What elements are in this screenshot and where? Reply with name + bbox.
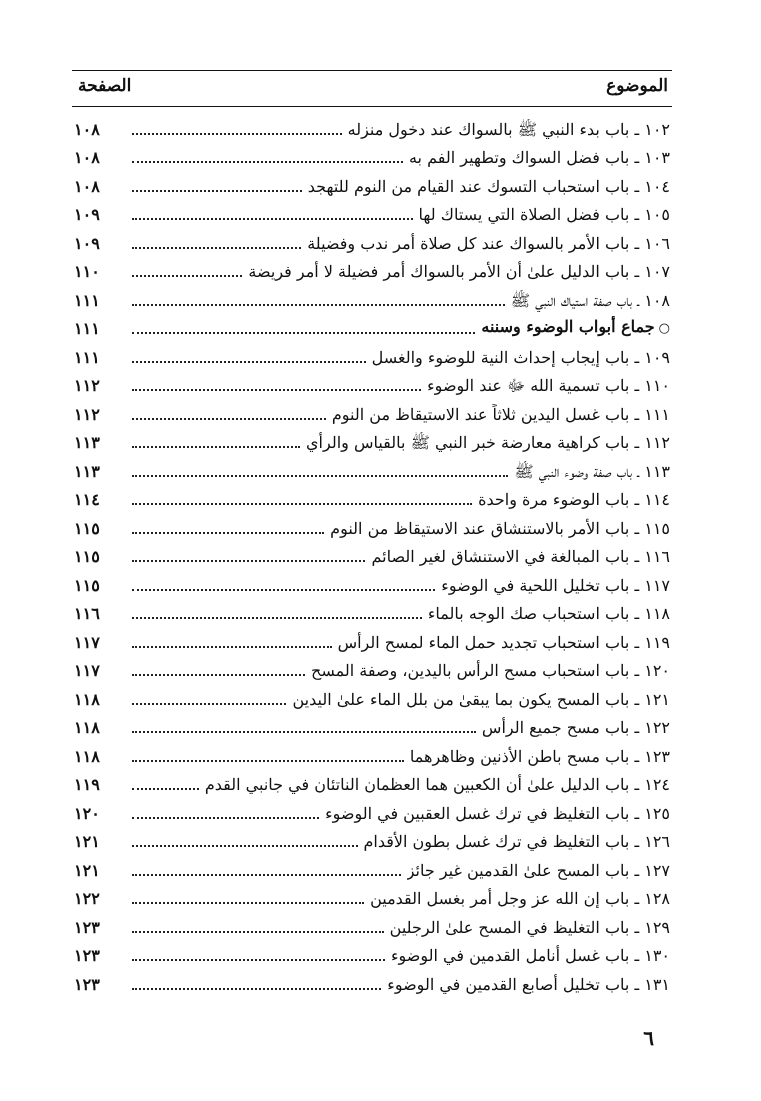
toc-entry-list xyxy=(72,112,672,996)
toc-entry-title xyxy=(371,546,672,568)
toc-entry-text: ١٠٢ ـ باب بدء النبي ﷺ بالسواك عند دخول منزله xyxy=(347,119,670,139)
toc-entry-page: ١٢٣ xyxy=(74,946,100,965)
toc-entry-page: ١٠٨ xyxy=(74,119,100,139)
toc-entry-title xyxy=(311,660,672,682)
toc-entry xyxy=(72,768,672,797)
toc-entry xyxy=(72,283,672,312)
toc-entry xyxy=(72,369,672,398)
toc-entry xyxy=(72,853,672,882)
toc-entry-title xyxy=(332,404,672,426)
toc-entry-text: ١٢٣ ـ باب مسح باطن الأذنين وظاهرهما xyxy=(409,746,670,766)
toc-entry-page: ١٠٩ xyxy=(74,205,100,224)
toc-entry xyxy=(72,597,672,626)
toc-entry-title xyxy=(511,290,672,312)
dot-leader xyxy=(132,133,342,135)
toc-entry-title xyxy=(248,261,672,283)
toc-entry-title xyxy=(428,603,672,625)
toc-entry-text: ١٢٨ ـ باب إن الله عز وجل أمر بغسل القدمين xyxy=(370,889,670,908)
toc-entry-text: ١١٢ ـ باب كراهية معارضة خبر النبي ﷺ بالقياس والرأي xyxy=(306,433,670,452)
toc-entry xyxy=(72,711,672,740)
toc-entry xyxy=(72,910,672,939)
toc-entry-text: ١٢٧ ـ باب المسح علىٰ القدمين غير جائز xyxy=(406,860,670,880)
toc-entry-page: ١٠٩ xyxy=(74,233,100,253)
toc-entry-text: ١٢٩ ـ باب التغليظ في المسح علىٰ الرجلين xyxy=(389,917,670,937)
toc-entry-title xyxy=(419,204,672,226)
dot-leader xyxy=(132,703,286,705)
toc-entry-title xyxy=(409,147,672,169)
dot-leader xyxy=(132,760,404,762)
dot-leader xyxy=(132,817,319,819)
toc-entry-title xyxy=(330,518,672,540)
toc-entry-text: ١١١ ـ باب غسل اليدين ثلاثاً عند الاستيقاظ من النوم xyxy=(331,404,670,424)
toc-entry-page: ١١٣ xyxy=(74,461,100,481)
toc-entry xyxy=(72,426,672,455)
toc-entry-text: ١٠٨ ـ باب صفة استياك النبي ﷺ xyxy=(510,290,670,310)
dot-leader xyxy=(132,532,324,534)
toc-entry xyxy=(72,540,672,569)
toc-entry-title xyxy=(364,831,673,853)
toc-entry-page: ١١١ xyxy=(74,347,100,367)
toc-entry xyxy=(72,141,672,170)
toc-entry-title xyxy=(387,974,672,996)
dot-leader xyxy=(132,788,199,790)
toc-entry xyxy=(72,682,672,711)
dot-leader xyxy=(132,361,366,363)
dot-leader xyxy=(132,418,326,420)
toc-entry-text: ١٣٠ ـ باب غسل أنامل القدمين في الوضوء xyxy=(390,946,670,965)
toc-entry xyxy=(72,939,672,968)
toc-entry-title xyxy=(427,375,672,397)
dot-leader xyxy=(132,674,305,676)
dot-leader xyxy=(132,845,358,847)
toc-entry-text: ١٢٦ ـ باب التغليظ في ترك غسل بطون الأقدام xyxy=(363,832,670,851)
dot-leader xyxy=(132,475,508,477)
toc-entry xyxy=(72,654,672,683)
toc-entry-text: ١١٩ ـ باب استحباب تجديد حمل الماء لمسح الرأس xyxy=(337,632,670,652)
topic-column-heading: الموضوع xyxy=(606,76,668,96)
toc-entry-page: ١١٧ xyxy=(74,632,100,652)
toc-section-heading xyxy=(72,312,672,341)
dot-leader xyxy=(132,560,365,562)
page-column-heading: الصفحة xyxy=(78,76,132,96)
toc-entry-text: ١١٥ ـ باب الأمر بالاستنشاق عند الاستيقاظ من النوم xyxy=(330,518,670,538)
toc-entry xyxy=(72,340,672,369)
toc-header xyxy=(72,76,672,102)
dot-leader xyxy=(132,874,401,876)
toc-entry-text: ١١٦ ـ باب المبالغة في الاستنشاق لغير الصائم xyxy=(371,547,670,566)
toc-entry-page: ١١٣ xyxy=(74,433,100,452)
toc-entry-text: ١٢٥ ـ باب التغليظ في ترك غسل العقبين في الوضوء xyxy=(325,803,670,823)
toc-entry-page: ١١٢ xyxy=(74,376,100,395)
dot-leader xyxy=(132,503,472,505)
dot-leader xyxy=(132,161,403,163)
toc-entry-title xyxy=(348,119,672,141)
toc-entry xyxy=(72,255,672,284)
toc-entry-text: ١١٧ ـ باب تخليل اللحية في الوضوء xyxy=(441,575,670,595)
toc-entry-title xyxy=(308,176,672,198)
toc-entry-title xyxy=(410,746,672,768)
dot-leader xyxy=(132,931,384,933)
toc-entry-page: ١١٨ xyxy=(74,689,100,709)
toc-entry xyxy=(72,483,672,512)
page-number: ٦ xyxy=(643,1026,654,1050)
toc-entry-page: ١٢٢ xyxy=(74,889,100,908)
toc-entry xyxy=(72,625,672,654)
dot-leader xyxy=(132,902,364,904)
toc-entry-text: ١٢١ ـ باب المسح يكون بما يبقىٰ من بلل الماء علىٰ اليدين xyxy=(292,689,670,709)
toc-entry-text: ١٠٩ ـ باب إيجاب إحداث النية للوضوء والغسل xyxy=(371,347,670,367)
toc-entry xyxy=(72,568,672,597)
toc-entry-title xyxy=(390,917,672,939)
dot-leader xyxy=(132,959,385,961)
toc-entry-page: ١١١ xyxy=(74,319,100,338)
toc-entry xyxy=(72,112,672,141)
top-rule xyxy=(72,70,672,71)
circle-bullet-icon: ○ xyxy=(658,321,670,336)
toc-page xyxy=(72,0,672,1101)
dot-leader xyxy=(132,731,476,733)
toc-entry-text: ١١٤ ـ باب الوضوء مرة واحدة xyxy=(478,490,670,509)
toc-entry-title xyxy=(514,461,672,483)
toc-entry-text: ١١٨ ـ باب استحباب صك الوجه بالماء xyxy=(427,604,670,623)
dot-leader xyxy=(132,218,413,220)
toc-entry-page: ١١٦ xyxy=(74,604,100,623)
toc-entry-page: ١٠٨ xyxy=(74,148,100,167)
header-rule xyxy=(72,106,672,107)
toc-entry-page: ١١١ xyxy=(74,290,100,310)
dot-leader xyxy=(132,247,301,249)
toc-entry-page: ١٢٣ xyxy=(74,974,100,994)
toc-entry xyxy=(72,198,672,227)
toc-entry-title xyxy=(482,717,672,739)
toc-entry xyxy=(72,796,672,825)
toc-entry-page: ١٢٣ xyxy=(74,917,100,937)
toc-entry-page: ١١٨ xyxy=(74,718,100,737)
toc-entry-title xyxy=(325,803,672,825)
toc-entry-text: ١٠٤ ـ باب استحباب التسوك عند القيام من النوم للتهجد xyxy=(307,176,670,196)
toc-entry-title xyxy=(407,860,672,882)
toc-entry xyxy=(72,226,672,255)
toc-entry xyxy=(72,739,672,768)
toc-entry xyxy=(72,397,672,426)
toc-entry-title xyxy=(372,347,672,369)
toc-entry-title xyxy=(205,774,672,796)
toc-entry-page: ١١٨ xyxy=(74,746,100,766)
dot-leader xyxy=(132,190,302,192)
toc-entry xyxy=(72,511,672,540)
toc-entry-page: ١٢١ xyxy=(74,832,100,851)
toc-entry-page: ١١٥ xyxy=(74,518,100,538)
toc-entry-text: جماع أبواب الوضوء وسننه xyxy=(481,317,655,336)
dot-leader xyxy=(132,646,332,648)
toc-entry-page: ١١٥ xyxy=(74,575,100,595)
dot-leader xyxy=(132,446,300,448)
toc-entry-text: ١٢٢ ـ باب مسح جميع الرأس xyxy=(481,718,670,737)
toc-entry-page: ١١٥ xyxy=(74,547,100,566)
toc-entry-page: ١٢١ xyxy=(74,860,100,880)
toc-entry-title xyxy=(481,316,672,340)
toc-entry-page: ١١٧ xyxy=(74,661,100,680)
dot-leader xyxy=(132,332,475,334)
toc-entry-title xyxy=(391,945,672,967)
toc-entry-title xyxy=(441,575,672,597)
toc-entry xyxy=(72,825,672,854)
toc-entry xyxy=(72,882,672,911)
toc-entry-title xyxy=(306,432,672,454)
toc-entry xyxy=(72,454,672,483)
toc-entry-page: ١٠٨ xyxy=(74,176,100,196)
toc-entry-text: ١٢٤ ـ باب الدليل علىٰ أن الكعبين هما العظمان الناتئان في جانبي القدم xyxy=(204,775,670,794)
toc-entry xyxy=(72,967,672,996)
toc-entry-text: ١٠٣ ـ باب فضل السواك وتطهير الفم به xyxy=(408,148,670,167)
toc-entry-title xyxy=(292,689,672,711)
toc-entry-page: ١١٢ xyxy=(74,404,100,424)
dot-leader xyxy=(132,275,242,277)
dot-leader xyxy=(132,589,435,591)
toc-entry-text: ١٣١ ـ باب تخليل أصابع القدمين في الوضوء xyxy=(387,974,670,994)
toc-entry-text: ١٠٧ ـ باب الدليل علىٰ أن الأمر بالسواك أمر فضيلة لا أمر فريضة xyxy=(248,262,670,281)
toc-entry-text: ١٢٠ ـ باب استحباب مسح الرأس باليدين، وصفة المسح xyxy=(311,661,670,680)
toc-entry-page: ١١٠ xyxy=(74,262,100,281)
dot-leader xyxy=(132,988,381,990)
toc-entry-title xyxy=(478,489,672,511)
dot-leader xyxy=(132,389,421,391)
toc-entry-text: ١٠٦ ـ باب الأمر بالسواك عند كل صلاة أمر ندب وفضيلة xyxy=(307,233,670,253)
toc-entry-text: ١٠٥ ـ باب فضل الصلاة التي يستاك لها xyxy=(418,205,670,224)
toc-entry xyxy=(72,169,672,198)
dot-leader xyxy=(132,304,505,306)
toc-entry-page: ١٢٠ xyxy=(74,803,100,823)
toc-entry-text: ١١٣ ـ باب صفة وضوء النبي ﷺ xyxy=(514,461,670,481)
toc-entry-page: ١١٤ xyxy=(74,490,100,509)
toc-entry-text: ١١٠ ـ باب تسمية الله ﷻ عند الوضوء xyxy=(427,376,670,395)
toc-entry-title xyxy=(338,632,672,654)
toc-entry-title xyxy=(370,888,672,910)
toc-entry-title xyxy=(307,233,672,255)
dot-leader xyxy=(132,617,422,619)
toc-entry-page: ١١٩ xyxy=(74,775,100,794)
